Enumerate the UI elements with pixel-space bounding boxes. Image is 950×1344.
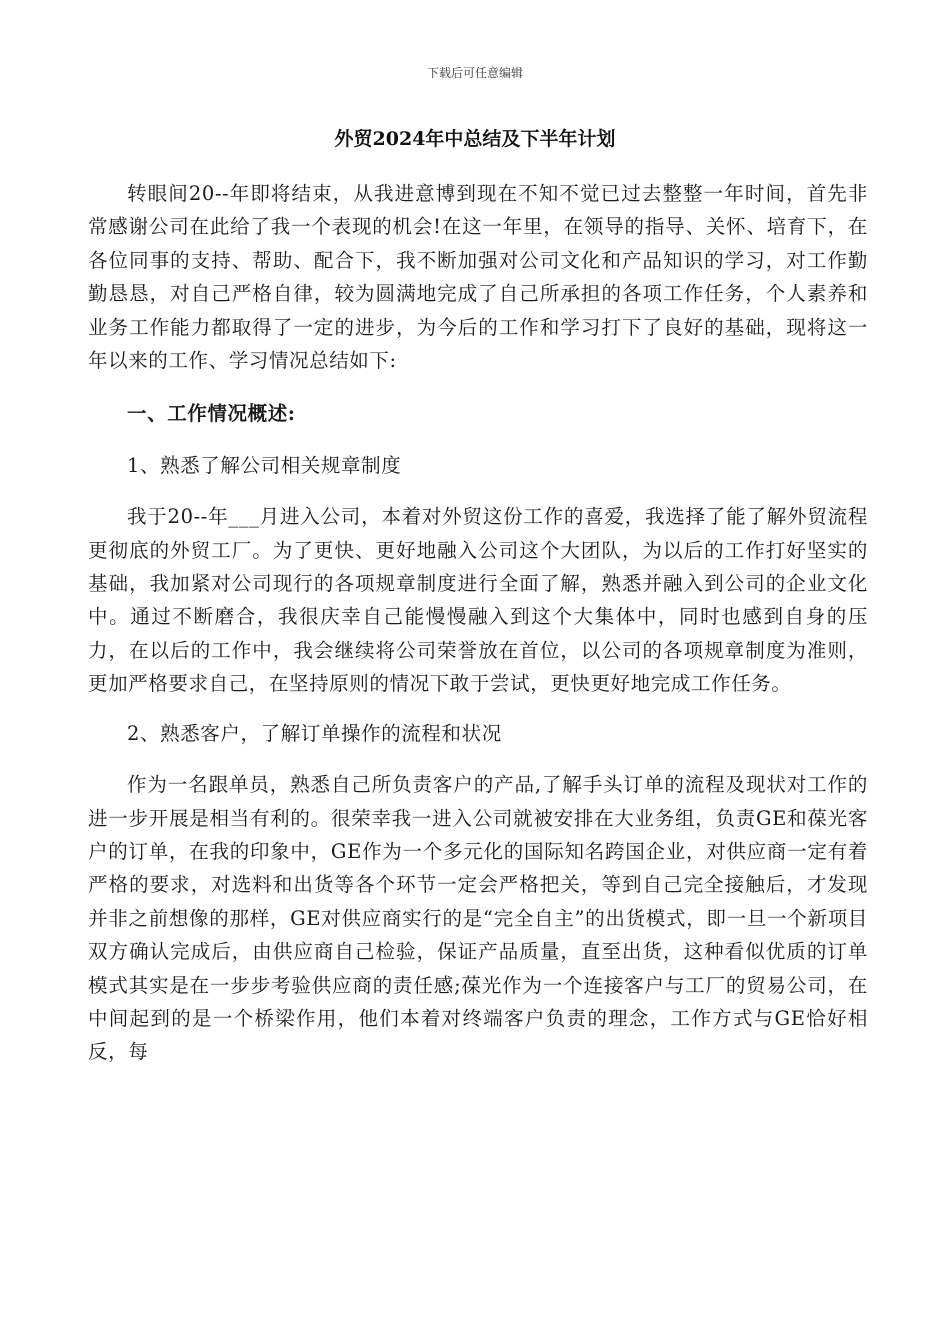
intro-paragraph: 转眼间20--年即将结束，从我进意博到现在不知不觉已过去整整一年时间，首先非常感谢公司在此给了我一个表现的机会!在这一年里，在领导的指导、关怀、培育下，在各位同事的支持、帮助、配合下，我不断加强对公司文化和产品知识的学习，对工作勤勤恳恳，对自己严格自律，较为圆满地完成了自己所承担的各项工作任务，个人素养和业务工作能力都取得了一定的进步，为今后的工作和学习打下了良好的基础，现将这一年以来的工作、学习情况总结如下: <box>88 182 868 373</box>
item-paragraph-customers: 作为一名跟单员，熟悉自己所负责客户的产品,了解手头订单的流程及现状对工作的进一步开展是相当有利的。很荣幸我一进入公司就被安排在大业务组，负责GE和葆光客户的订单，在我的印象中，GE作为一个多元化的国际知名跨国企业，对供应商一定有着严格的要求，对选料和出货等各个环节一定会严格把关，等到自己完全接触后，才发现并非之前想像的那样，GE对供应商实行的是“完全自主”的出货模式，即一旦一个新项目双方确认完成后，由供应商自己检验，保证产品质量，直至出货，这种看似优质的订单模式其实是在一步步考验供应商的责任感;葆光作为一个连接客户与工厂的贸易公司，在中间起到的是一个桥梁作用，他们本着对终端客户负责的理念，工作方式与GE恰好相反，每 <box>88 773 868 1064</box>
document-title: 外贸2024年中总结及下半年计划 <box>334 128 616 150</box>
item-heading-rules: 1、熟悉了解公司相关规章制度 <box>127 453 402 477</box>
document-body <box>88 177 868 1069</box>
header-note: 下载后可任意编辑 <box>426 66 523 80</box>
item-heading-customers: 2、熟悉客户，了解订单操作的流程和状况 <box>127 721 502 745</box>
section-heading-work-overview: 一、工作情况概述: <box>127 402 296 426</box>
item-paragraph-rules: 我于20--年___月进入公司，本着对外贸这份工作的喜爱，我选择了能了解外贸流程更彻底的外贸工厂。为了更快、更好地融入公司这个大团队，为以后的工作打好坚实的基础，我加紧对公司现行的各项规章制度进行全面了解，熟悉并融入到公司的企业文化中。通过不断磨合，我很庆幸自己能慢慢融入到这个大集体中，同时也感到自身的压力，在以后的工作中，我会继续将公司荣誉放在首位，以公司的各项规章制度为准则，更加严格要求自己，在坚持原则的情况下敢于尝试，更快更好地完成工作任务。 <box>88 505 868 696</box>
